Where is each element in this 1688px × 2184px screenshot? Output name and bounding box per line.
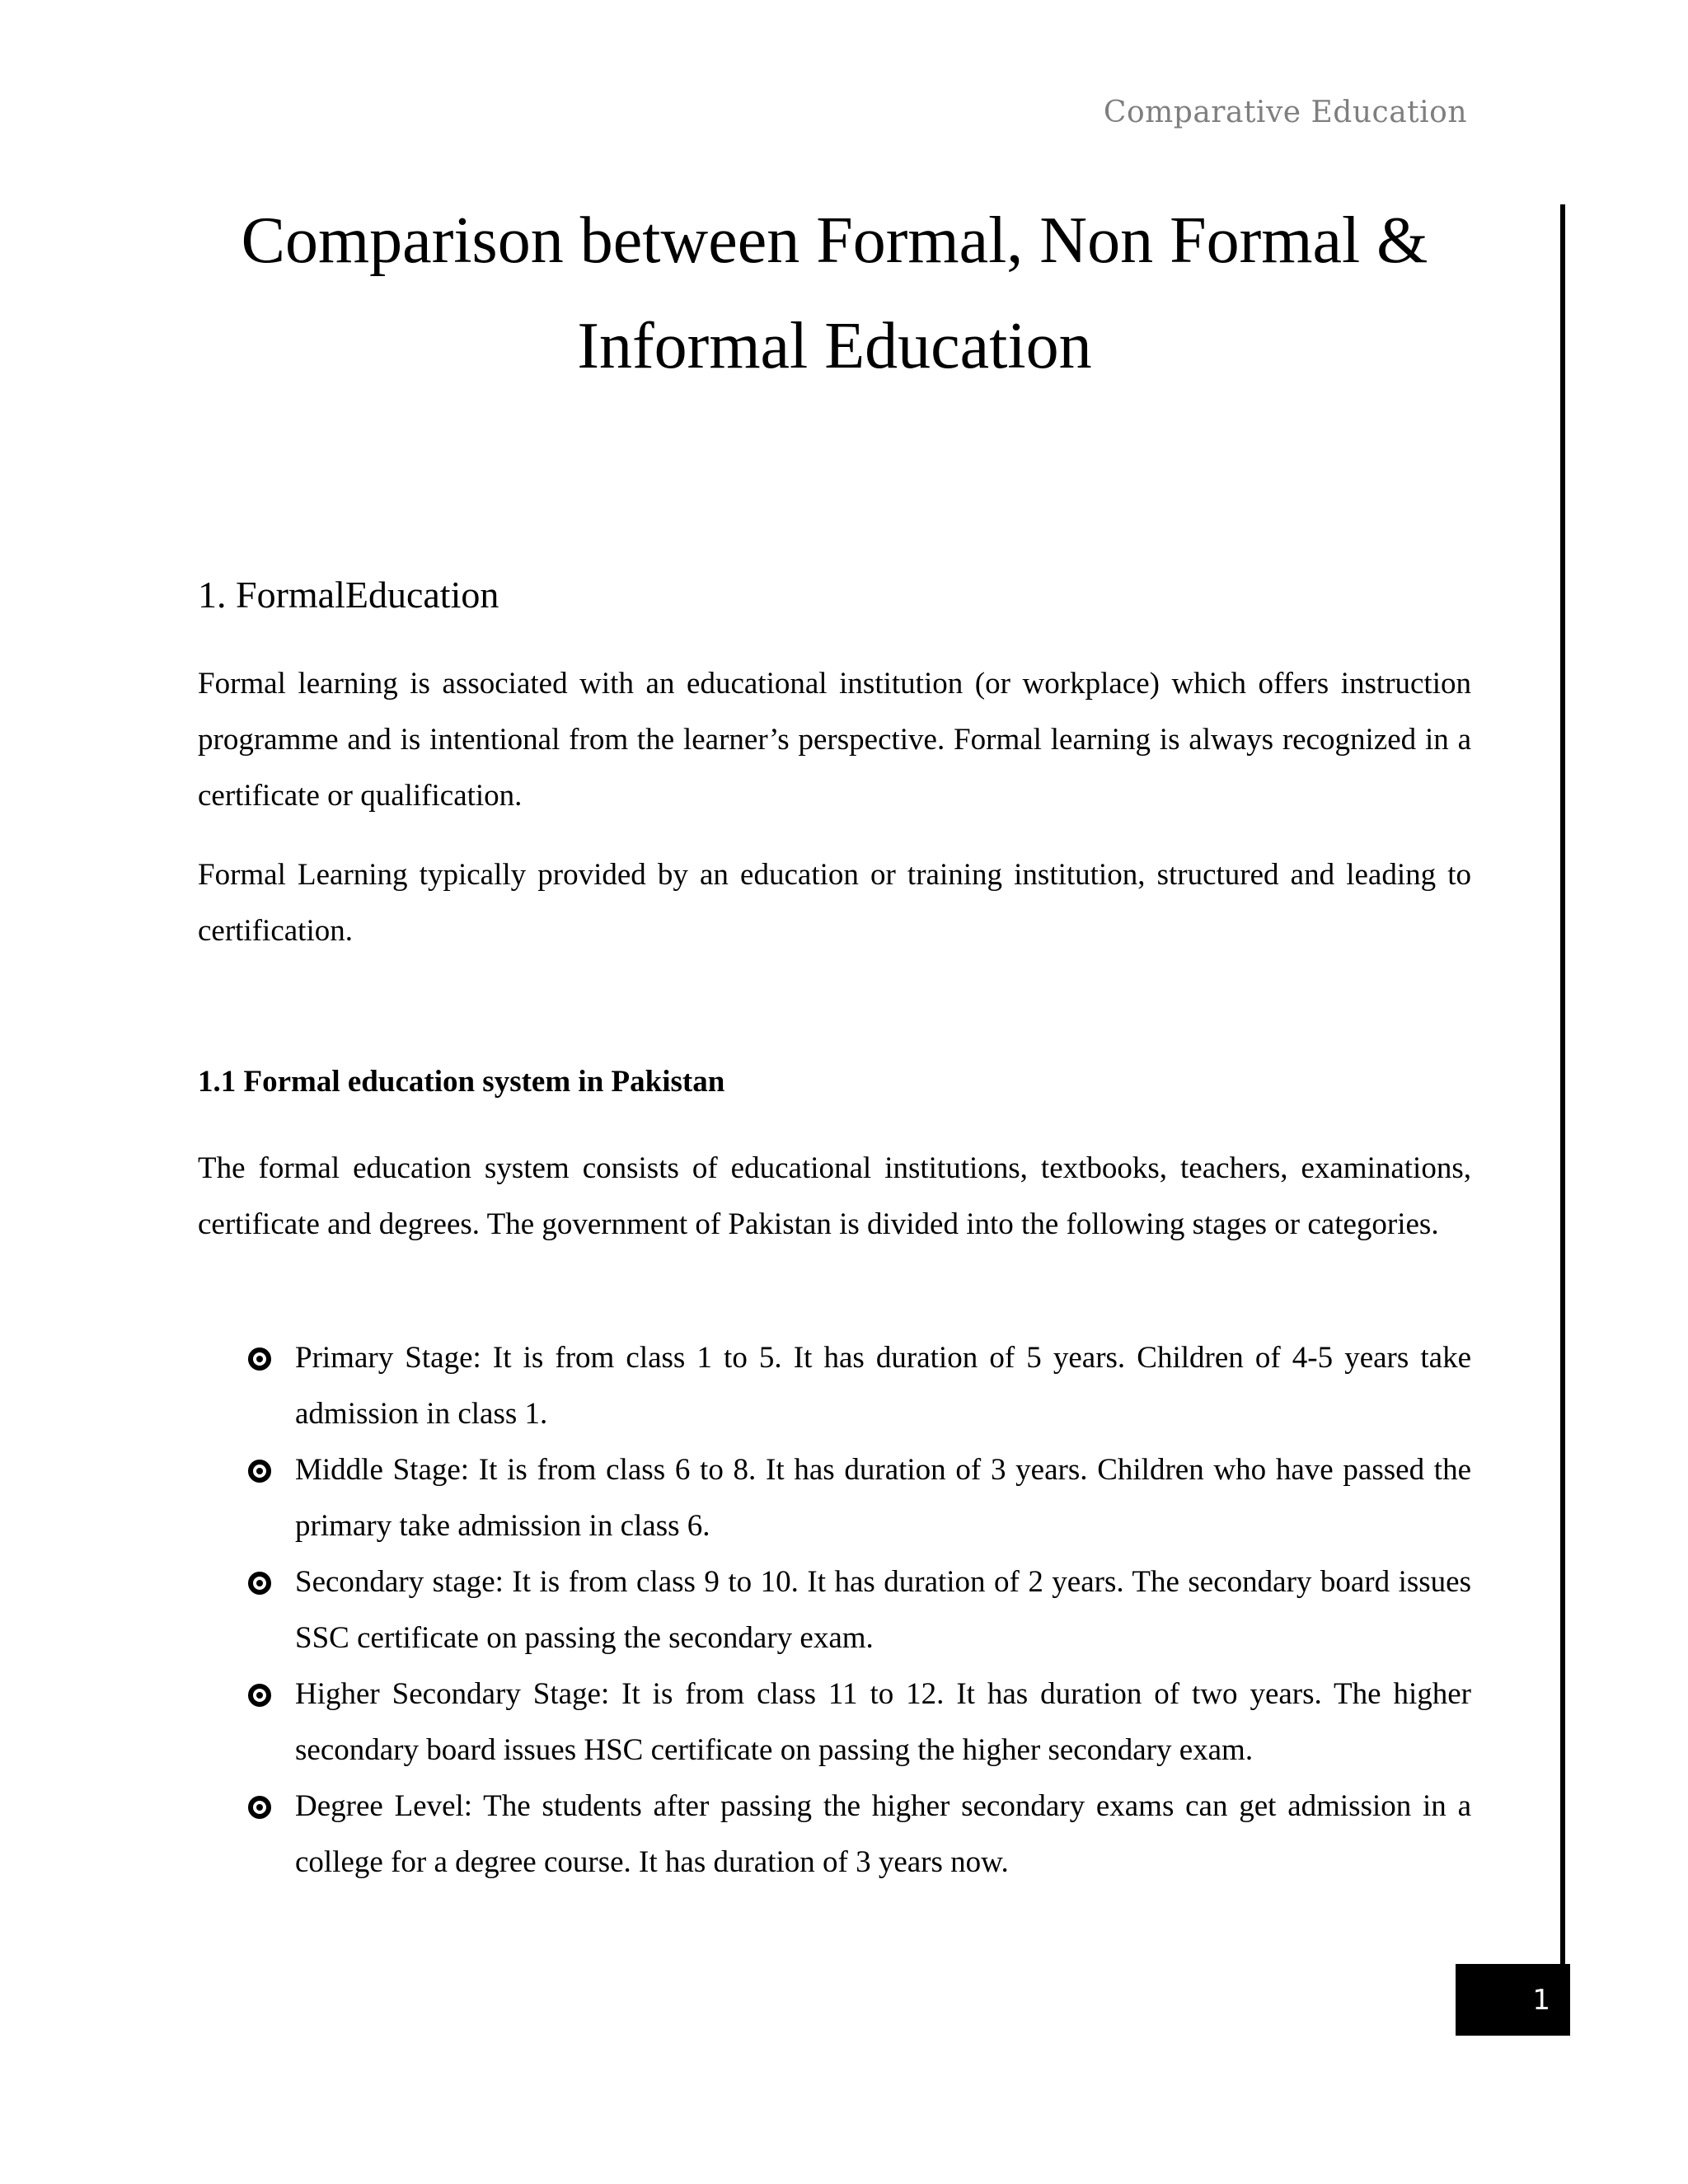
list-item-primary-stage [198,1330,1471,1442]
stage-text: Higher Secondary Stage: It is from class 11 to 12. It has duration of two years. The higher secondary board issues HSC certificate on passing the higher secondary exam. [295,1677,1471,1767]
side-rule [1560,204,1565,1964]
list-item-higher-secondary-stage [198,1666,1471,1779]
paragraph-pakistan-system: The formal education system consists of educational institutions, textbooks, teachers, examinations, certificate and degrees. The government of Pakistan is divided into the following stages or categories. [198,1151,1471,1241]
title-line-1: Comparison between Formal, Non Formal & [241,204,1428,277]
stage-text: Degree Level: The students after passing the higher secondary exams can get admission in a college for a degree course. It has duration of 3 years now. [295,1789,1471,1879]
page-number-box [1456,1964,1570,2036]
list-item-middle-stage [198,1442,1471,1554]
paragraph-formal-learning-typical: Formal Learning typically provided by an education or training institution, structured and leading to certification. [198,858,1471,948]
running-header: Comparative Education [1103,96,1467,129]
circle-dot-bullet-icon [247,1459,272,1483]
stage-text: Primary Stage: It is from class 1 to 5. It has duration of 5 years. Children of 4-5 years take admission in class 1. [295,1341,1471,1431]
page-number: 1 [1532,1983,1550,2017]
subsection-heading-pakistan: 1.1 Formal education system in Pakistan [198,1065,725,1099]
list-item-secondary-stage [198,1554,1471,1666]
circle-dot-bullet-icon [247,1571,272,1596]
stage-list [198,1330,1471,1891]
stage-text: Secondary stage: It is from class 9 to 10. It has duration of 2 years. The secondary board issues SSC certificate on passing the secondary exam. [295,1565,1471,1655]
circle-dot-bullet-icon [247,1795,272,1820]
section-heading-formal-education: 1. FormalEducation [198,574,499,616]
paragraph-formal-learning-definition: Formal learning is associated with an educational institution (or workplace) which offers instruction programme and is intentional from the learner’s perspective. Formal learning is always recognized in a certificate or qualification. [198,667,1471,813]
page-title [198,188,1471,399]
title-line-2: Informal Education [577,310,1092,382]
circle-dot-bullet-icon [247,1347,272,1371]
list-item-degree-level [198,1779,1471,1891]
stage-text: Middle Stage: It is from class 6 to 8. It has duration of 3 years. Children who have passed the primary take admission in class 6. [295,1453,1471,1543]
circle-dot-bullet-icon [247,1683,272,1708]
